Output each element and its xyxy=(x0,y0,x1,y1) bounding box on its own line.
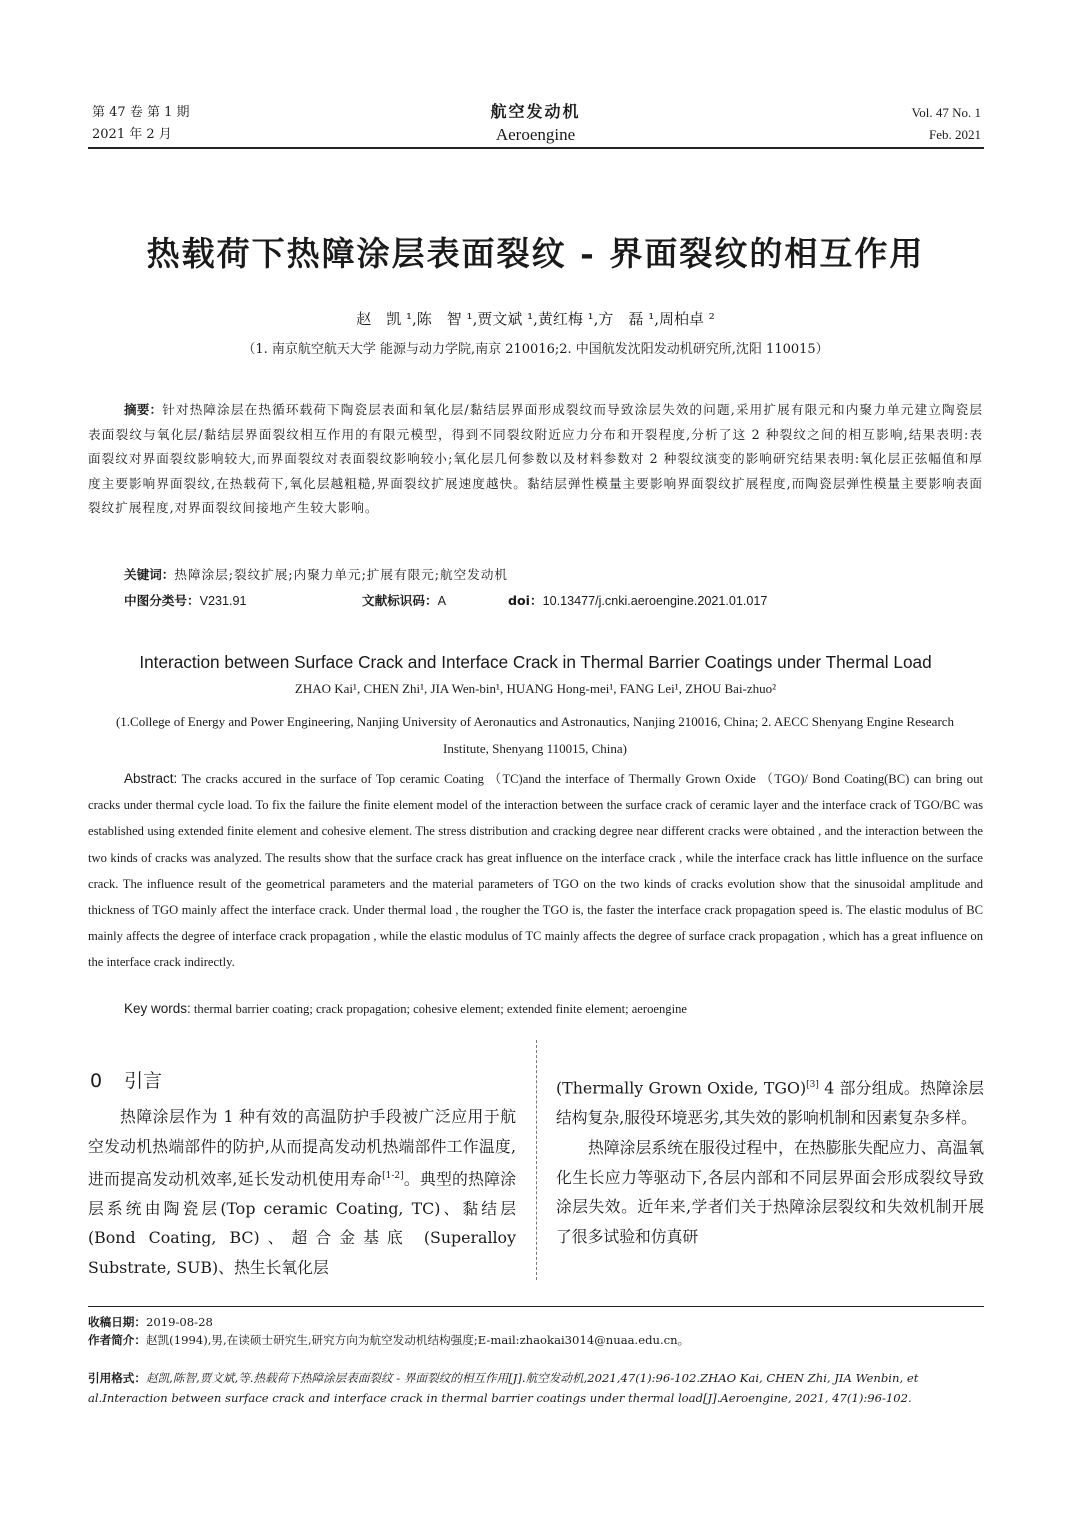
volume-issue-cn: 第 47 卷 第 1 期 xyxy=(92,105,190,120)
paper-title-cn: 热载荷下热障涂层表面裂纹 - 界面裂纹的相互作用 xyxy=(146,234,925,273)
doi-label: doi： xyxy=(508,593,543,608)
doc-code-label: 文献标识码： xyxy=(362,593,438,608)
citation-format xyxy=(88,1368,984,1408)
clc-label: 中图分类号： xyxy=(124,593,200,608)
section-heading-introduction xyxy=(90,1066,162,1093)
keywords-cn xyxy=(124,564,508,583)
classification-line xyxy=(124,590,984,612)
header-rule xyxy=(88,147,984,149)
abstract-cn-text: 针对热障涂层在热循环载荷下陶瓷层表面和氧化层/黏结层界面形成裂纹而导致涂层失效的问题,采用扩展有限元和内聚力单元建立陶瓷层表面裂纹与氧化层/黏结层界面裂纹相互作用的有限元模型，得到不同裂纹附近应力分布和开裂程度,分析了这 2 种裂纹之间的相互影响,结果表明:表面裂纹对界面裂纹影响较大,而界面裂纹对表面裂纹影响较小;氧化层几何参数以及材料参数对 2 种裂纹演变的影响研究结果表明:氧化层正弦幅值和厚度主要影响界面裂纹,在热载荷下,氧化层越粗糙,界面裂纹扩展速度越快。黏结层弹性模量主要影响界面裂纹扩展程度,而陶瓷层弹性模量主要影响表面裂纹扩展程度,对界面裂纹间接地产生较大影响。 xyxy=(88,402,984,515)
received-date xyxy=(88,1312,984,1332)
date-cn: 2021 年 2 月 xyxy=(92,127,172,142)
doi-link[interactable]: 10.13477/j.cnki.aeroengine.2021.01.017 xyxy=(542,594,768,608)
body-column-right xyxy=(556,1071,984,1252)
author-bio-value: 赵凯(1994),男,在读硕士研究生,研究方向为航空发动机结构强度;E-mail:zhaokai3014@nuaa.edu.cn。 xyxy=(145,1333,690,1347)
affiliations-en: (1.College of Energy and Power Engineering, Nanjing University of Aeronautics and Astronautics, Nanjing 210016, China; 2. AECC Shenyang Engine Research Institute, Shenyang 110015, China) xyxy=(115,714,955,756)
abstract-en xyxy=(88,766,983,976)
footnote-rule xyxy=(88,1306,984,1307)
abstract-en-text: The cracks accured in the surface of Top ceramic Coating （TC)and the interface of Thermally Grown Oxide （TGO)/ Bond Coating(BC) can bring out cracks under thermal cycle load. To fix the failure the finite element model of the interaction between the surface crack of ceramic layer and the interface crack of TGO/BC was established using extended finite element and cohesive element. The stress distribution and cracking degree near different cracks were obtained , and the interaction between the two kinds of cracks was analyzed. The results show that the surface crack has great influence on the interface crack , while the interface crack has little influence on the surface crack. The influence result of the geometrical parameters and the material parameters of TGO on the two kinds of cracks evolution show that the sinusoidal amplitude and thickness of TGO mainly affect the interface crack. Under thermal load , the rougher the TGO is, the faster the interface crack propagation speed is. The elastic modulus of BC mainly affects the degree of interface crack propagation , while the elastic modulus of TC mainly affects the degree of surface crack propagation , which has a great influence on the interface crack indirectly. xyxy=(88,772,983,970)
section-number: 0 xyxy=(90,1070,103,1092)
journal-name-en: Aeroengine xyxy=(495,125,576,144)
keywords-en xyxy=(124,1001,687,1017)
citation-ref[interactable]: [3] xyxy=(806,1080,819,1090)
keywords-cn-label: 关键词： xyxy=(124,567,175,582)
body-column-left xyxy=(88,1102,516,1283)
citation-value: 赵凯,陈智,贾文斌,等.热载荷下热障涂层表面裂纹 - 界面裂纹的相互作用[J].航空发动机,2021,47(1):96-102.ZHAO Kai, CHEN Zhi, JIA Wenbin, et al.Interaction between surface crack and interface crack in thermal barrier coatings under thermal load[J].Aeroengine, 2021, 47(1):96-102. xyxy=(88,1371,919,1405)
doc-code-value: A xyxy=(437,594,446,608)
header-right xyxy=(912,102,981,146)
paragraph-text: (Thermally Grown Oxide, TGO) xyxy=(556,1078,807,1098)
journal-name-cn: 航空发动机 xyxy=(490,102,581,121)
citation-ref[interactable]: [1-2] xyxy=(382,1170,404,1181)
paragraph-text: 。典型的热障涂层系统由陶瓷层(Top ceramic Coating, TC)、黏结层(Bond Coating, BC)、超合金基底 (Superalloy Substrate, SUB)、热生长氧化层 xyxy=(88,1168,516,1278)
clc-number xyxy=(124,590,246,609)
abstract-cn-label: 摘要： xyxy=(124,402,163,417)
keywords-cn-text: 热障涂层;裂纹扩展;内聚力单元;扩展有限元;航空发动机 xyxy=(174,567,509,582)
authors-en: ZHAO Kai¹, CHEN Zhi¹, JIA Wen-bin¹, HUANG Hong-mei¹, FANG Lei¹, ZHOU Bai-zhuo² xyxy=(294,681,777,696)
abstract-en-label: Abstract: xyxy=(124,771,178,786)
paragraph-text: 热障涂层作为 1 种有效的高温防护手段被广泛应用于航空发动机热端部件的防护,从而提高发动机热端部件工作温度,进而提高发动机效率,延长发动机使用寿命 xyxy=(88,1107,516,1188)
abstract-cn xyxy=(88,398,983,521)
clc-value: V231.91 xyxy=(199,594,247,608)
author-bio xyxy=(88,1330,984,1350)
keywords-en-text: thermal barrier coating; crack propagation; cohesive element; extended finite element; aeroengine xyxy=(190,1002,687,1016)
volume-issue-en: Vol. 47 No. 1 xyxy=(911,105,981,120)
author-bio-label: 作者简介： xyxy=(88,1333,146,1347)
received-label: 收稿日期： xyxy=(88,1315,146,1329)
authors-cn: 赵 凯 ¹,陈 智 ¹,贾文斌 ¹,黄红梅 ¹,方 磊 ¹,周柏卓 ² xyxy=(356,310,715,328)
citation-label: 引用格式： xyxy=(88,1371,146,1385)
section-title: 引言 xyxy=(124,1070,163,1092)
doi xyxy=(508,590,767,609)
date-en: Feb. 2021 xyxy=(929,127,981,142)
document-code xyxy=(362,590,446,609)
paragraph: 热障涂层系统在服役过程中，在热膨胀失配应力、高温氧化生长应力等驱动下,各层内部和不同层界面会形成裂纹导致涂层失效。近年来,学者们关于热障涂层裂纹和失效机制开展了很多试验和仿真研 xyxy=(556,1137,984,1247)
paragraph xyxy=(88,1102,516,1283)
received-value: 2019-08-28 xyxy=(145,1315,213,1329)
keywords-en-label: Key words: xyxy=(124,1001,191,1016)
header-center xyxy=(88,100,983,146)
paragraph-continued xyxy=(556,1071,984,1133)
column-divider xyxy=(536,1040,537,1280)
journal-header xyxy=(88,100,983,150)
affiliations-cn: （1. 南京航空航天大学 能源与动力学院,南京 210016;2. 中国航发沈阳发动机研究所,沈阳 110015） xyxy=(242,342,829,357)
paper-title-en: Interaction between Surface Crack and Interface Crack in Thermal Barrier Coatings under Thermal Load xyxy=(139,652,932,672)
paragraph-text: 4 部分组成。热障涂层结构复杂,服役环境恶劣,其失效的影响机制和因素复杂多样。 xyxy=(556,1078,984,1128)
